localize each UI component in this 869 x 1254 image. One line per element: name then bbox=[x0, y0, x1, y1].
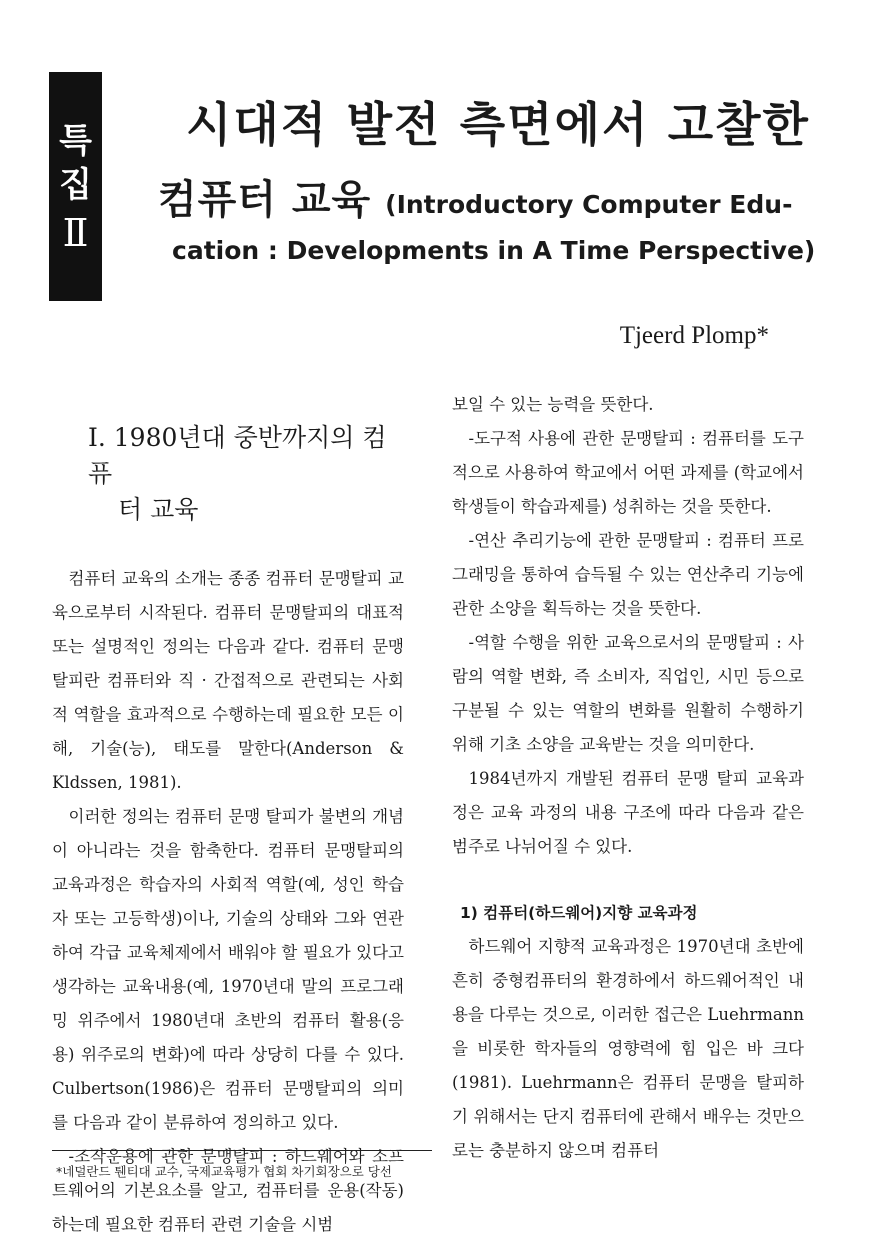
paragraph: -도구적 사용에 관한 문맹탈피 : 컴퓨터를 도구적으로 사용하여 학교에서 어떤 과제를 (학교에서 학생들이 학습과제를) 성취하는 것을 뜻한다. bbox=[452, 429, 804, 516]
paragraph: 보일 수 있는 능력을 뜻한다. bbox=[452, 395, 654, 414]
paragraph: 컴퓨터 교육의 소개는 종종 컴퓨터 문맹탈피 교육으로부터 시작된다. 컴퓨터 문맹탈피의 대표적 또는 설명적인 정의는 다음과 같다. 컴퓨터 문맹 탈피란 컴퓨터와 직 · 간접적으로 관련되는 사회적 역할을 효과적으로 수행하는데 필요한 모든 이해, 기술(능), 태도를 말한다(Anderson & Kldssen, 1981). bbox=[52, 569, 404, 792]
paragraph: 이러한 정의는 컴퓨터 문맹 탈피가 불변의 개념이 아니라는 것을 함축한다. 컴퓨터 문맹탈피의 교육과정은 학습자의 사회적 역할(예, 성인 학습자 또는 고등학생)이나, 기술의 상태와 그와 연관하여 각급 교육체제에서 배워야 할 필요가 있다고 생각하는 교육내용(예, 1970년대 말의 프로그래밍 위주에서 1980년대 초반의 컴퓨터 활용(응용) 위주로의 변화)에 따라 상당히 다를 수 있다. Culbertson(1986)은 컴퓨터 문맹탈피의 의미를 다음과 같이 분류하여 정의하고 있다. bbox=[52, 807, 404, 1132]
author-name: Tjeerd Plomp* bbox=[619, 322, 769, 349]
paragraph: -역할 수행을 위한 교육으로서의 문맹탈피 : 사람의 역할 변화, 즉 소비자, 직업인, 시민 등으로 구분될 수 있는 역할의 변화를 원활히 수행하기 위해 기초 소양을 교육받는 것을 의미한다. bbox=[452, 633, 804, 754]
footnote-divider bbox=[52, 1150, 432, 1151]
section-heading-line1: Ⅰ. 1980년대 중반까지의 컴퓨 bbox=[88, 423, 387, 488]
title-english-line1: (Introductory Computer Edu- bbox=[385, 190, 793, 219]
paragraph: -연산 추리기능에 관한 문맹탈피 : 컴퓨터 프로그래밍을 통하여 습득될 수 있는 연산추리 기능에 관한 소양을 획득하는 것을 뜻한다. bbox=[452, 531, 804, 618]
sub-heading: 1) 컴퓨터(하드웨어)지향 교육과정 bbox=[460, 904, 698, 922]
badge-char-1: 특 bbox=[59, 120, 92, 161]
paragraph: 하드웨어 지향적 교육과정은 1970년대 초반에 흔히 중형컴퓨터의 환경하에서 하드웨어적인 내용을 다루는 것으로, 이러한 접근은 Luehrmann 을 비롯한 학자들의 영향력에 힘 입은 바 크다(1981). Luehrmann은 컴퓨터 문맹을 탈피하기 위해서는 단지 컴퓨터에 관해서 배우는 것만으로는 충분하지 않으며 컴퓨터 bbox=[452, 937, 804, 1160]
section-heading bbox=[52, 420, 404, 528]
badge-numeral: Ⅱ bbox=[62, 210, 89, 255]
title-korean-line2: 컴퓨터 교육 bbox=[158, 177, 372, 223]
right-column bbox=[452, 388, 804, 1168]
title-english-line2: cation : Developments in A Time Perspective) bbox=[172, 236, 816, 265]
paragraph: 1984년까지 개발된 컴퓨터 문맹 탈피 교육과정은 교육 과정의 내용 구조에 따라 다음과 같은 범주로 나뉘어질 수 있다. bbox=[452, 769, 804, 856]
section-heading-line2: 터 교육 bbox=[118, 495, 199, 524]
badge-char-2: 집 bbox=[59, 164, 92, 205]
special-feature-badge bbox=[49, 72, 102, 301]
title-row2 bbox=[158, 168, 858, 225]
left-column bbox=[52, 380, 404, 1242]
title-korean-line1: 시대적 발전 측면에서 고찰한 bbox=[186, 98, 810, 153]
footnote: *네덜란드 퉨티대 교수, 국제교육평가 협회 차기회장으로 당선 bbox=[56, 1164, 392, 1179]
paragraph: -조작운용에 관한 문맹탈피 : 하드웨어와 소프트웨어의 기본요소를 알고, 컴퓨터를 운용(작동)하는데 필요한 컴퓨터 관련 기술을 시범 bbox=[52, 1147, 404, 1234]
